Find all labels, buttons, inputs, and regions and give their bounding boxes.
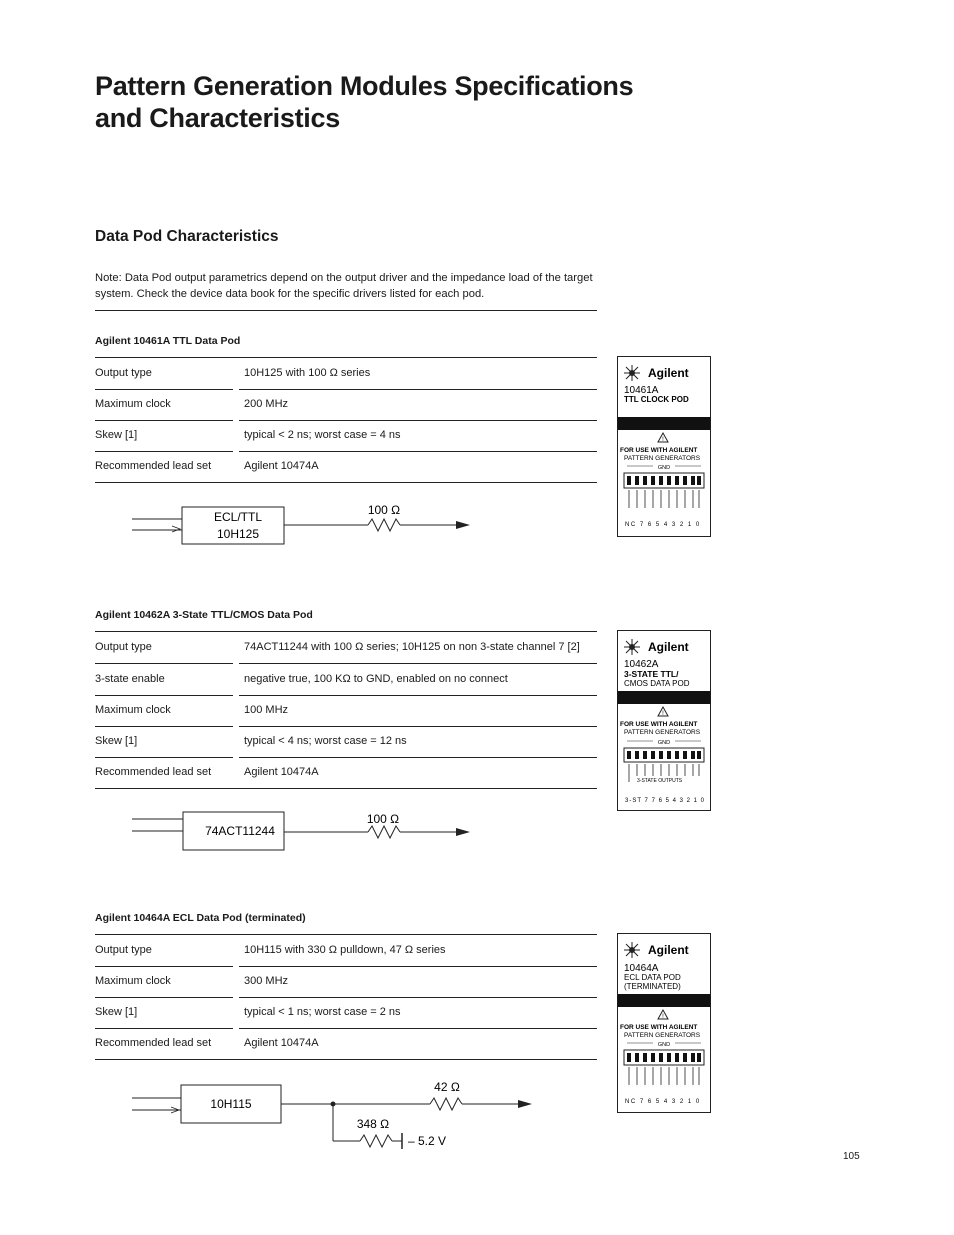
spec-key: Skew [1]: [95, 429, 138, 441]
pod-desc: CMOS DATA POD: [624, 679, 690, 688]
pod-heading: Agilent 10461A TTL Data Pod: [95, 335, 241, 347]
title-line-2: and Characteristics: [95, 103, 340, 133]
section-heading: Data Pod Characteristics: [95, 228, 279, 245]
resistor-symbol: [368, 826, 400, 838]
supply-voltage: – 5.2 V: [408, 1134, 447, 1148]
spec-value: 200 MHz: [244, 398, 289, 410]
spec-key: Recommended lead set: [95, 766, 212, 778]
pin-labels: NC 7 6 5 4 3 2 1 0: [625, 1099, 701, 1105]
brand-name: Agilent: [648, 640, 689, 654]
table-row: [95, 935, 597, 966]
spec-key: Recommended lead set: [95, 1037, 212, 1049]
spec-value: typical < 2 ns; worst case = 4 ns: [244, 429, 401, 441]
spec-key: Recommended lead set: [95, 460, 212, 472]
pulldown-value: 348 Ω: [356, 1117, 390, 1131]
table-row: [95, 966, 597, 997]
outputs-label: 3-STATE OUTPUTS: [637, 778, 683, 784]
table-row: [95, 695, 597, 726]
spec-value: negative true, 100 KΩ to GND, enabled on no connect: [244, 673, 508, 685]
pin-labels: 3-ST 7 7 6 5 4 3 2 1 0: [625, 798, 705, 804]
circuit-diagram: [120, 805, 490, 855]
spec-value: typical < 1 ns; worst case = 2 ns: [244, 1006, 401, 1018]
spec-value: Agilent 10474A: [244, 460, 319, 472]
table-row: [95, 726, 597, 757]
pod-heading: Agilent 10464A ECL Data Pod (terminated): [95, 912, 306, 924]
note-paragraph: [95, 270, 595, 302]
spec-value: Agilent 10474A: [244, 1037, 319, 1049]
pod-label-image: [617, 356, 712, 538]
resistor-symbol: [430, 1098, 462, 1110]
pod-model: 10461A: [624, 385, 659, 396]
table-row: [95, 632, 597, 663]
agilent-logo-icon: [624, 639, 640, 655]
spec-key: Output type: [95, 641, 152, 653]
pod-desc: TTL CLOCK POD: [624, 395, 689, 404]
resistor-value: 42 Ω: [434, 1080, 460, 1094]
circuit-diagram: [120, 1075, 550, 1155]
pod-model: 10462A: [624, 659, 659, 670]
driver-label: 10H115: [210, 1097, 252, 1111]
spec-key: Maximum clock: [95, 704, 171, 716]
pod-desc: 3-STATE TTL/: [624, 669, 679, 679]
resistor-value: 100 Ω: [366, 812, 400, 826]
spec-value: 300 MHz: [244, 975, 289, 987]
gnd-label: GND: [657, 740, 671, 746]
title-line-1: Pattern Generation Modules Specifications: [95, 71, 634, 101]
spec-key: 3-state enable: [95, 673, 165, 685]
spec-key: Skew [1]: [95, 1006, 138, 1018]
driver-label: ECL/TTL: [213, 510, 263, 524]
use-text: PATTERN GENERATORS: [624, 1032, 701, 1039]
pod-label-image: [617, 630, 712, 812]
resistor-symbol: [360, 1135, 392, 1147]
page-number: 105: [843, 1151, 860, 1162]
use-text: PATTERN GENERATORS: [624, 729, 701, 736]
spec-key: Maximum clock: [95, 975, 171, 987]
resistor-value: 100 Ω: [367, 503, 401, 517]
arrow-icon: [456, 828, 470, 836]
resistor-symbol: [368, 519, 400, 531]
circuit-diagram: [120, 495, 490, 555]
spec-key: Output type: [95, 944, 152, 956]
spec-value: 100 MHz: [244, 704, 289, 716]
spec-value: 10H115 with 330 Ω pulldown, 47 Ω series: [244, 944, 446, 956]
arrow-icon: [456, 521, 470, 529]
svg-text:!: !: [662, 437, 664, 443]
agilent-logo-icon: [624, 942, 640, 958]
driver-label: 10H125: [216, 527, 260, 541]
spec-value: 10H125 with 100 Ω series: [244, 367, 371, 379]
pod-model: 10464A: [624, 963, 659, 974]
table-row: [95, 451, 597, 482]
pod-desc: (TERMINATED): [624, 982, 681, 991]
svg-text:!: !: [662, 711, 664, 717]
driver-label: 74ACT11244: [205, 824, 275, 838]
use-text: FOR USE WITH AGILENT: [620, 447, 698, 454]
use-text: FOR USE WITH AGILENT: [620, 721, 698, 728]
table-row: [95, 757, 597, 788]
note-line: Note: Data Pod output parametrics depend on the output driver and the impedance load of the target: [95, 272, 593, 284]
note-line: system. Check the device data book for the specific drivers listed for each pod.: [95, 288, 485, 300]
svg-text:!: !: [662, 1014, 664, 1020]
spec-key: Output type: [95, 367, 152, 379]
use-text: PATTERN GENERATORS: [624, 455, 701, 462]
arrow-icon: [518, 1100, 532, 1108]
divider: [95, 310, 597, 311]
spec-value: typical < 4 ns; worst case = 12 ns: [244, 735, 407, 747]
table-row: [95, 664, 597, 695]
gnd-label: GND: [657, 1042, 671, 1048]
brand-name: Agilent: [648, 366, 689, 380]
table-row: [95, 997, 597, 1028]
table-row: [95, 1028, 597, 1059]
spec-value: Agilent 10474A: [244, 766, 319, 778]
spec-value: 74ACT11244 with 100 Ω series; 10H125 on non 3-state channel 7 [2]: [244, 641, 580, 653]
gnd-label: GND: [657, 465, 671, 471]
spec-key: Skew [1]: [95, 735, 138, 747]
pin-labels: NC 7 6 5 4 3 2 1 0: [625, 522, 701, 528]
page-title: [95, 70, 655, 134]
spec-key: Maximum clock: [95, 398, 171, 410]
use-text: FOR USE WITH AGILENT: [620, 1024, 698, 1031]
table-row: [95, 358, 597, 389]
pod-label-image: [617, 933, 712, 1115]
table-row: [95, 420, 597, 451]
brand-name: Agilent: [648, 943, 689, 957]
agilent-logo-icon: [624, 365, 640, 381]
pod-desc: ECL DATA POD: [624, 973, 681, 982]
pod-heading: Agilent 10462A 3-State TTL/CMOS Data Pod: [95, 609, 313, 621]
table-row: [95, 389, 597, 420]
